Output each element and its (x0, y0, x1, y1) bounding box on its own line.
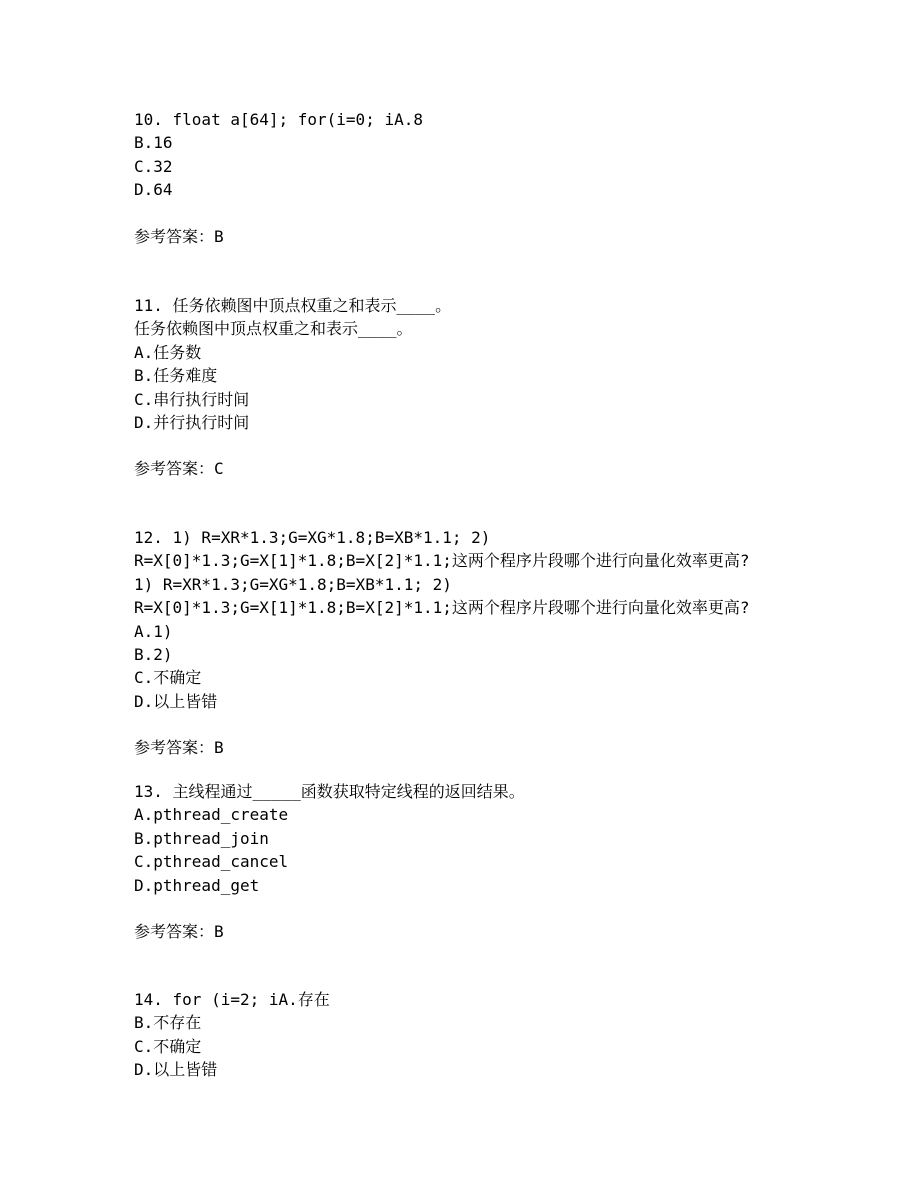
question-stem: 10. float a[64]; for(i=0; iA.8 (134, 110, 423, 129)
option-b: B.不存在 (134, 1013, 202, 1033)
question-stem: 12. 1) R=XR*1.3;G=XG*1.8;B=XB*1.1; 2) (134, 528, 491, 547)
question-10 (134, 108, 423, 248)
option-d: D.pthread_get (134, 875, 260, 895)
option-c: C.pthread_cancel (134, 852, 289, 872)
question-stem: 11. 任务依赖图中顶点权重之和表示____。 (134, 296, 452, 315)
option-b: B.pthread_join (134, 828, 269, 848)
question-12 (134, 526, 750, 760)
question-11 (134, 294, 451, 481)
question-stem: 13. 主线程通过_____函数获取特定线程的返回结果。 (134, 782, 525, 801)
question-13 (134, 780, 525, 943)
option-c: C.32 (134, 156, 173, 176)
option-a: A.任务数 (134, 342, 202, 362)
question-stem: 14. for (i=2; iA.存在 (134, 990, 330, 1009)
answer-text: 参考答案：C (134, 459, 224, 479)
question-stem-line-3: 1) R=XR*1.3;G=XG*1.8;B=XB*1.1; 2) (134, 574, 452, 594)
answer-text: 参考答案：B (134, 738, 224, 758)
option-a: A.pthread_create (134, 805, 289, 825)
option-c: C.串行执行时间 (134, 389, 250, 409)
option-b: B.任务难度 (134, 366, 218, 386)
option-b: B.16 (134, 133, 173, 153)
question-stem-line-2: R=X[0]*1.3;G=X[1]*1.8;B=X[2]*1.1;这两个程序片段哪个进行向量化效率更高? (134, 551, 750, 571)
question-stem-repeat: 任务依赖图中顶点权重之和表示____。 (134, 319, 413, 339)
option-d: D.并行执行时间 (134, 412, 250, 432)
option-c: C.不确定 (134, 1036, 202, 1056)
option-b: B.2) (134, 644, 173, 664)
answer-text: 参考答案：B (134, 921, 224, 941)
question-14 (134, 988, 330, 1082)
answer-text: 参考答案：B (134, 226, 224, 246)
option-d: D.64 (134, 180, 173, 200)
option-a: A.1) (134, 621, 173, 641)
option-d: D.以上皆错 (134, 1060, 218, 1080)
question-stem-line-4: R=X[0]*1.3;G=X[1]*1.8;B=X[2]*1.1;这两个程序片段哪个进行向量化效率更高? (134, 598, 750, 618)
option-c: C.不确定 (134, 668, 202, 688)
option-d: D.以上皆错 (134, 691, 218, 711)
